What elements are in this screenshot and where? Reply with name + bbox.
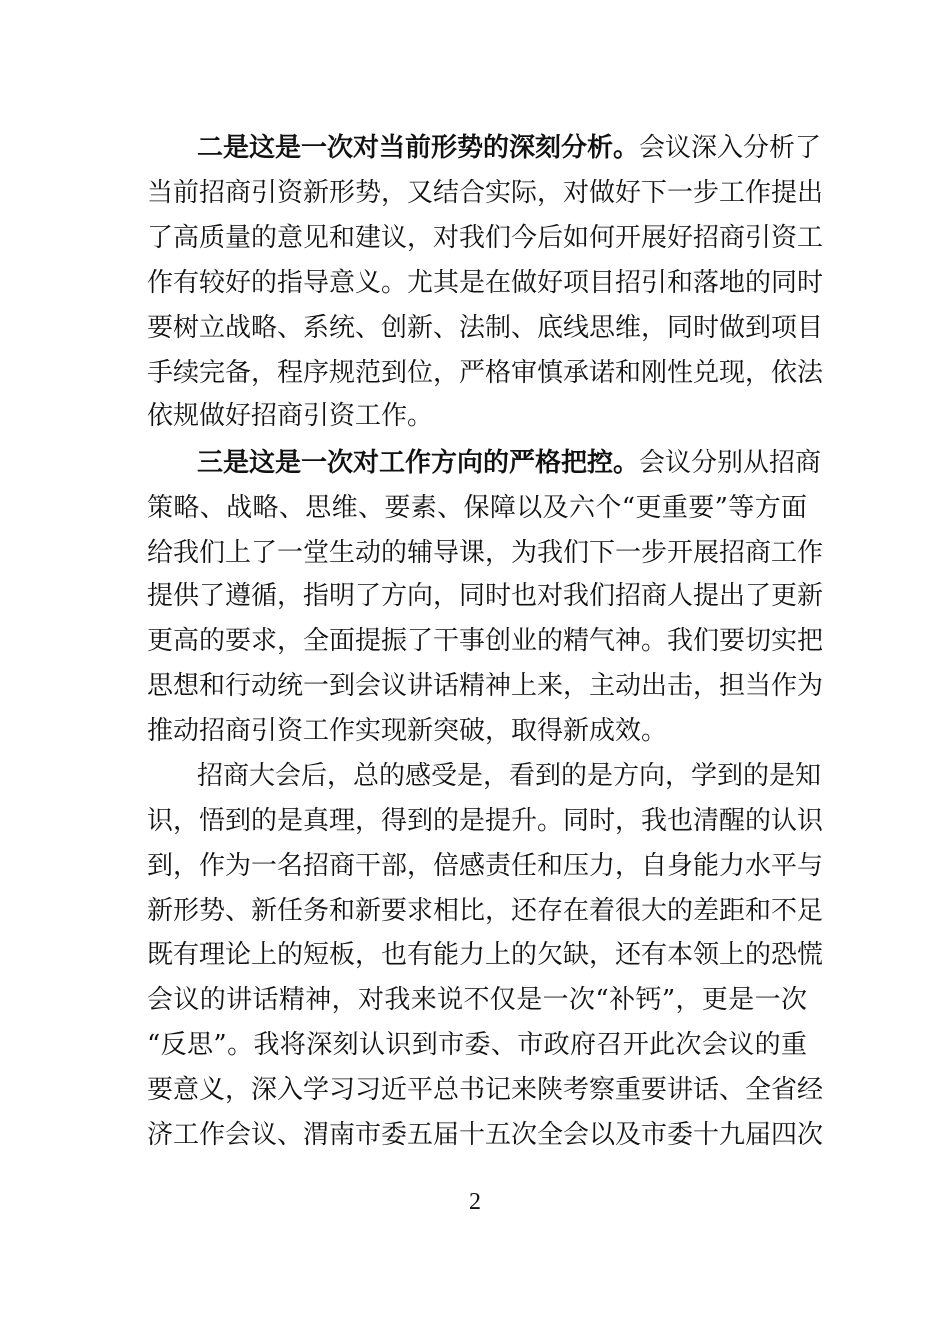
paragraph-1-line-7: 依规做好招商引资工作。 [147, 401, 434, 431]
paragraph-2-text: 会议分别从招商 [639, 448, 822, 478]
paragraph-2-line-4: 提供了遵循，指明了方向，同时也对我们招商人提出了更新 [147, 581, 824, 611]
paragraph-2-line-5: 更高的要求，全面提振了干事创业的精气神。我们要切实把 [147, 626, 824, 656]
paragraph-1-line-1 [197, 130, 822, 166]
paragraph-2-line-6: 思想和行动统一到会议讲话精神上来，主动出击，担当作为 [147, 671, 824, 701]
paragraph-2-line-7: 推动招商引资工作实现新突破，取得新成效。 [147, 716, 668, 746]
paragraph-2-line-1 [197, 445, 822, 481]
paragraph-3-line-3: 到，作为一名招商干部，倍感责任和压力，自身能力水平与 [147, 851, 824, 881]
page-number: 2 [469, 1189, 481, 1215]
paragraph-2-line-2: 策略、战略、思维、要素、保障以及六个“更重要”等方面 [147, 493, 807, 523]
paragraph-1-text: 会议深入分析了 [639, 133, 822, 163]
paragraph-3-line-9: 济工作会议、渭南市委五届十五次全会以及市委十九届四次 [147, 1120, 824, 1150]
paragraph-3-line-4: 新形势、新任务和新要求相比，还存在着很大的差距和不足 [147, 896, 824, 926]
paragraph-3-line-2: 识，悟到的是真理，得到的是提升。同时，我也清醒的认识 [147, 806, 824, 836]
paragraph-2-lead: 三是这是一次对工作方向的严格把控。 [197, 448, 640, 478]
paragraph-3-line-1: 招商大会后，总的感受是，看到的是方向，学到的是知 [197, 761, 822, 791]
paragraph-1-line-3: 了高质量的意见和建议，对我们今后如何开展好招商引资工 [147, 223, 824, 253]
paragraph-3-line-7: “反思”。我将深刻认识到市委、市政府召开此次会议的重 [147, 1030, 807, 1060]
paragraph-1-lead: 二是这是一次对当前形势的深刻分析。 [197, 133, 640, 163]
paragraph-3-line-8: 要意义，深入学习习近平总书记来陕考察重要讲话、全省经 [147, 1075, 824, 1105]
paragraph-3-line-6: 会议的讲话精神，对我来说不仅是一次“补钙”，更是一次 [147, 985, 807, 1015]
paragraph-3-line-5: 既有理论上的短板，也有能力上的欠缺，还有本领上的恐慌 [147, 940, 824, 970]
paragraph-1-line-4: 作有较好的指导意义。尤其是在做好项目招引和落地的同时 [147, 268, 824, 298]
paragraph-1-line-6: 手续完备，程序规范到位，严格审慎承诺和刚性兑现，依法 [147, 358, 824, 388]
paragraph-1-line-5: 要树立战略、系统、创新、法制、底线思维，同时做到项目 [147, 313, 824, 343]
paragraph-1-line-2: 当前招商引资新形势，又结合实际，对做好下一步工作提出 [147, 178, 824, 208]
paragraph-2-line-3: 给我们上了一堂生动的辅导课，为我们下一步开展招商工作 [147, 538, 824, 568]
